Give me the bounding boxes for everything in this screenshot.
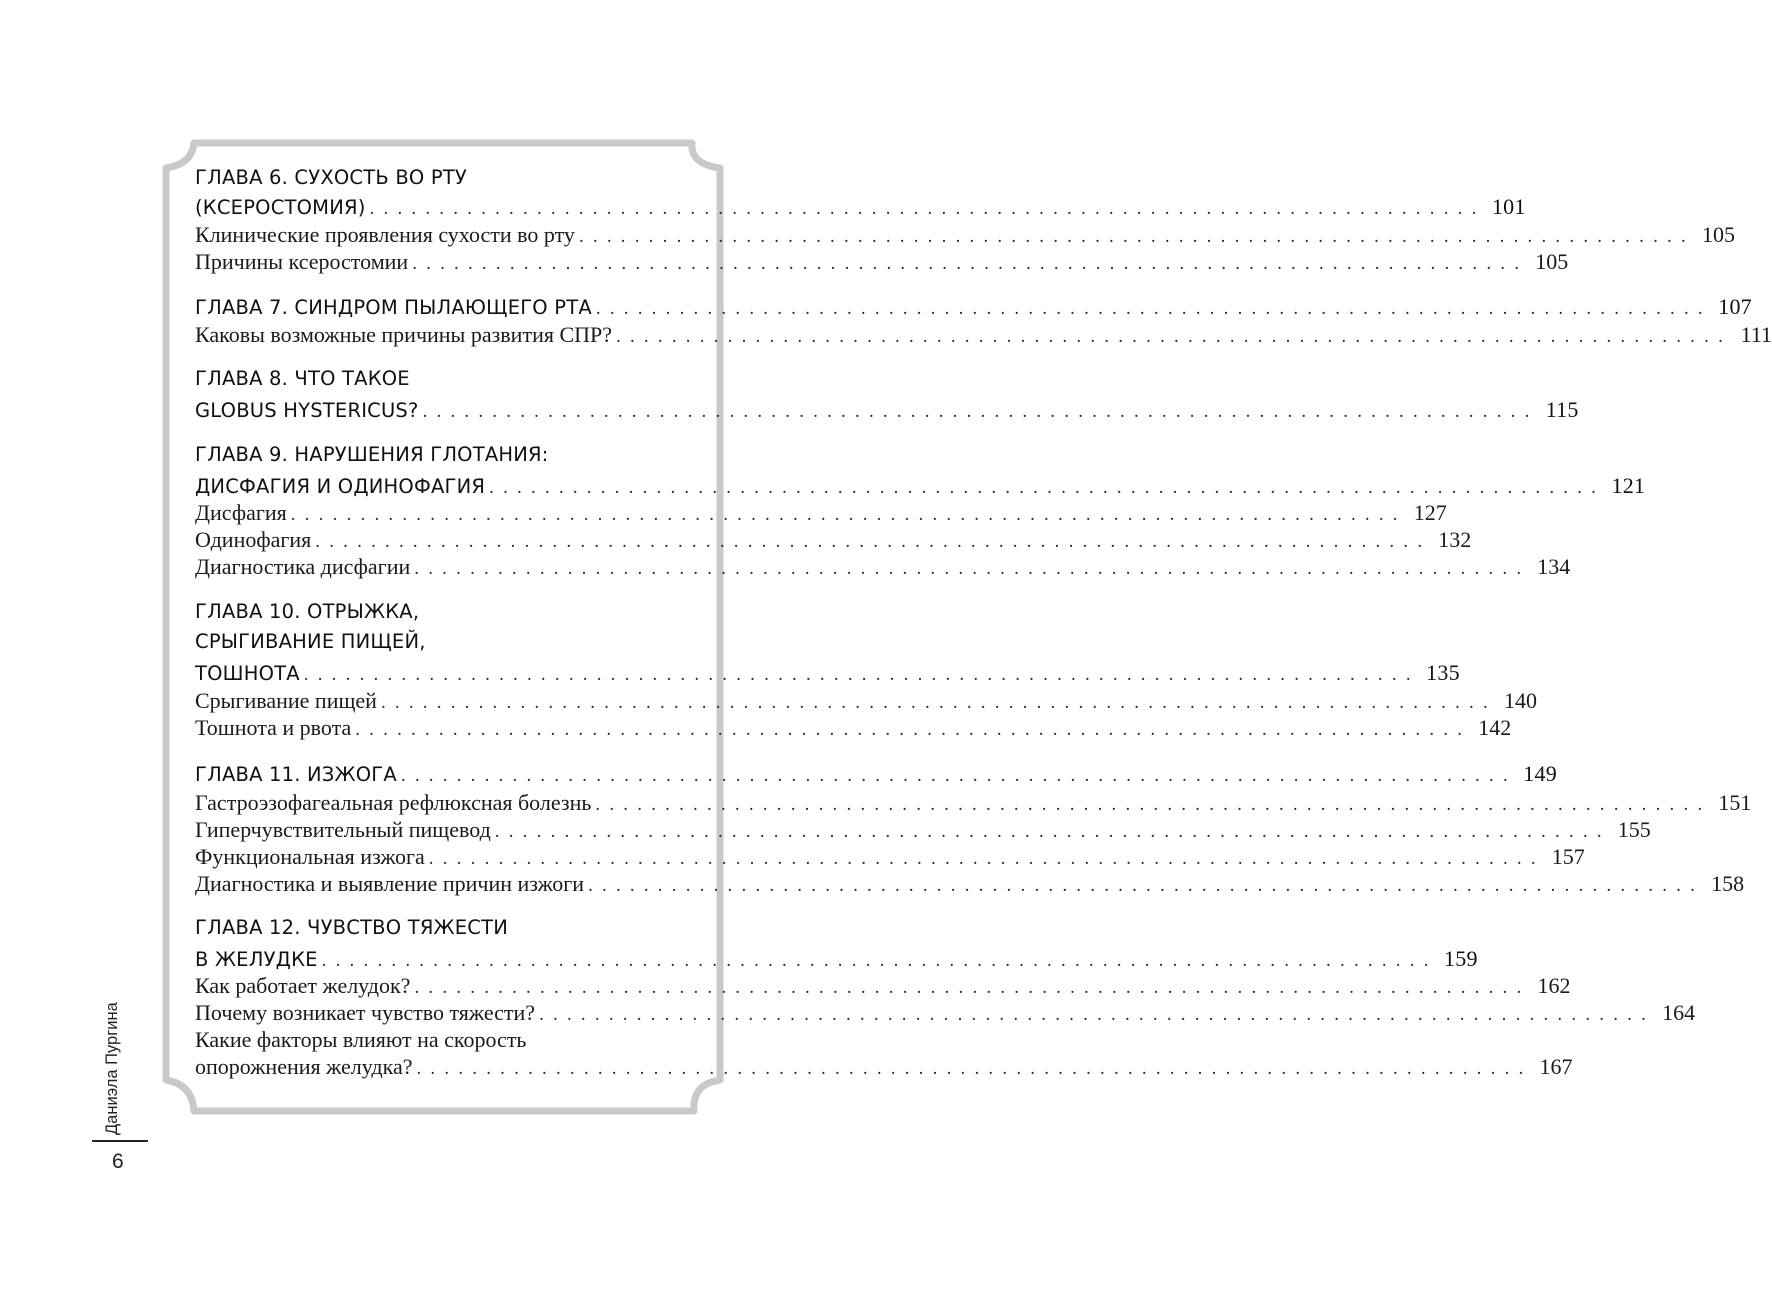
toc-entry-title: (КСЕРОСТОМИЯ)	[195, 196, 366, 219]
toc-section-line	[195, 871, 1745, 901]
toc-section-line	[195, 322, 1772, 352]
toc-entry-title: Каковы возможные причины развития СПР?	[195, 322, 613, 347]
toc-entry-title: ГЛАВА 6. СУХОСТЬ ВО РТУ	[195, 166, 468, 189]
toc-entry-title: В ЖЕЛУДКЕ	[195, 948, 318, 971]
toc-entry-title: Почему возникает чувство тяжести?	[195, 1000, 536, 1025]
toc-chapter-line	[195, 630, 715, 660]
toc-dot-leader: ................................................................................	[539, 1004, 1656, 1025]
toc-entry-title: ГЛАВА 7. СИНДРОМ ПЫЛАЮЩЕГО РТА	[195, 296, 592, 319]
toc-entry-title: Клинические проявления сухости во рту	[195, 222, 575, 247]
toc-section-line	[195, 222, 1735, 252]
toc-entry-title: ГЛАВА 12. ЧУВСТВО ТЯЖЕСТИ	[195, 916, 509, 939]
toc-dot-leader: ................................................................................	[414, 977, 1531, 998]
toc-page-number: 164	[1662, 1000, 1696, 1025]
toc-page-number: 105	[1701, 222, 1735, 247]
toc-dot-leader: ................................................................................	[303, 664, 1420, 685]
toc-dot-leader: ................................................................................	[588, 875, 1705, 896]
toc-entry-title: Функциональная изжога	[195, 844, 425, 869]
toc-dot-leader: ................................................................................	[380, 692, 1497, 713]
toc-section-line	[195, 790, 1752, 820]
toc-chapter-line	[195, 946, 1478, 976]
toc-entry-title: Одинофагия	[195, 527, 312, 552]
toc-chapter-line	[195, 916, 715, 946]
toc-section-line	[195, 715, 1512, 745]
toc-chapter-line	[195, 473, 1646, 503]
toc-dot-leader: ................................................................................	[595, 298, 1712, 319]
toc-entry-title: GLOBUS HYSTERICUS?	[195, 399, 419, 422]
toc-section-line	[195, 844, 1585, 874]
toc-page-number: 101	[1491, 194, 1526, 219]
toc-entry-title: Причины ксеростомии	[195, 249, 409, 274]
toc-dot-leader: ................................................................................	[369, 198, 1486, 219]
toc-page-number: 105	[1535, 249, 1569, 274]
toc-entry-title: Дисфагия	[195, 500, 287, 525]
toc-page-number: 155	[1617, 817, 1651, 842]
toc-chapter-line	[195, 397, 1579, 427]
toc-page-number: 107	[1718, 294, 1752, 319]
toc-page-number: 111	[1740, 322, 1772, 347]
toc-chapter-line	[195, 367, 715, 397]
toc-entry-title: опорожнения желудка?	[195, 1054, 413, 1079]
toc-dot-leader: ................................................................................	[578, 226, 1695, 247]
toc-dot-leader: ................................................................................	[494, 821, 1611, 842]
toc-page-number: 142	[1478, 715, 1512, 740]
toc-entry-title: Как работает желудок?	[195, 973, 411, 998]
toc-page-number: 134	[1537, 554, 1571, 579]
toc-dot-leader: ................................................................................	[416, 1058, 1533, 1079]
toc-dot-leader: ................................................................................	[355, 719, 1472, 740]
toc-entry-title: Диагностика и выявление причин изжоги	[195, 871, 585, 896]
toc-section-line	[195, 527, 1472, 557]
toc-dot-leader: ................................................................................	[489, 477, 1606, 498]
toc-page-number: 167	[1539, 1054, 1573, 1079]
toc-entry-title: Гастроэзофагеальная рефлюксная болезнь	[195, 790, 592, 815]
toc-page-number: 157	[1551, 844, 1585, 869]
toc-chapter-line	[195, 443, 715, 473]
toc-chapter-line	[195, 600, 715, 630]
toc-page-number: 115	[1545, 397, 1579, 422]
toc-entry-title: ГЛАВА 8. ЧТО ТАКОЕ	[195, 367, 410, 390]
toc-page-number: 162	[1537, 973, 1571, 998]
toc-entry-title: Тошнота и рвота	[195, 715, 352, 740]
toc-entry-title: ДИСФАГИЯ И ОДИНОФАГИЯ	[195, 475, 486, 498]
toc-dot-leader: ................................................................................	[400, 765, 1517, 786]
toc-entry-title: СРЫГИВАНИЕ ПИЩЕЙ,	[195, 630, 426, 653]
toc-dot-leader: ................................................................................	[414, 558, 1531, 579]
toc-chapter-line	[195, 166, 715, 196]
toc-chapter-line	[195, 294, 1752, 324]
toc-dot-leader: ................................................................................	[616, 326, 1733, 347]
toc-section-line	[195, 1054, 1573, 1084]
toc-dot-leader: ................................................................................	[428, 848, 1545, 869]
toc-chapter-line	[195, 194, 1526, 224]
toc-entry-title: Диагностика дисфагии	[195, 554, 411, 579]
toc-section-line	[195, 554, 1571, 584]
toc-section-line	[195, 500, 1447, 530]
toc-section-line	[195, 817, 1651, 847]
toc-entry-title: Какие факторы влияют на скорость	[195, 1027, 527, 1052]
footer-rule	[92, 1140, 148, 1142]
toc-page-number: 127	[1413, 500, 1447, 525]
toc-entry-title: Гиперчувствительный пищевод	[195, 817, 491, 842]
toc-page-number: 132	[1438, 527, 1472, 552]
toc-section-line	[195, 973, 1571, 1003]
toc-dot-leader: ................................................................................	[412, 253, 1529, 274]
toc-entry-title: Срыгивание пищей	[195, 688, 377, 713]
toc-section-line	[195, 249, 1569, 279]
toc-entry-title: ТОШНОТА	[195, 662, 300, 685]
toc-page-number: 121	[1611, 473, 1646, 498]
toc-page-number: 140	[1503, 688, 1537, 713]
toc-section-line	[195, 688, 1537, 718]
toc-dot-leader: ................................................................................	[321, 950, 1438, 971]
page-number: 6	[112, 1150, 124, 1173]
toc-entry-title: ГЛАВА 11. ИЗЖОГА	[195, 763, 397, 786]
toc-dot-leader: ................................................................................	[290, 504, 1407, 525]
toc-page-number: 151	[1718, 790, 1752, 815]
toc-page-number: 149	[1523, 761, 1557, 786]
toc-section-line	[195, 1000, 1696, 1030]
toc-section-line	[195, 1027, 715, 1057]
toc-entry-title: ГЛАВА 10. ОТРЫЖКА,	[195, 600, 420, 623]
toc-dot-leader: ................................................................................	[422, 401, 1539, 422]
toc-page-number: 135	[1426, 660, 1460, 685]
toc-chapter-line	[195, 761, 1557, 791]
toc-dot-leader: ................................................................................	[595, 794, 1712, 815]
toc-page-number: 158	[1711, 871, 1745, 896]
toc-page-number: 159	[1444, 946, 1478, 971]
toc-entry-title: ГЛАВА 9. НАРУШЕНИЯ ГЛОТАНИЯ:	[195, 443, 549, 466]
toc-dot-leader: ................................................................................	[315, 531, 1432, 552]
toc-chapter-line	[195, 660, 1460, 690]
running-head-author: Даниэла Пургина	[103, 1002, 121, 1135]
